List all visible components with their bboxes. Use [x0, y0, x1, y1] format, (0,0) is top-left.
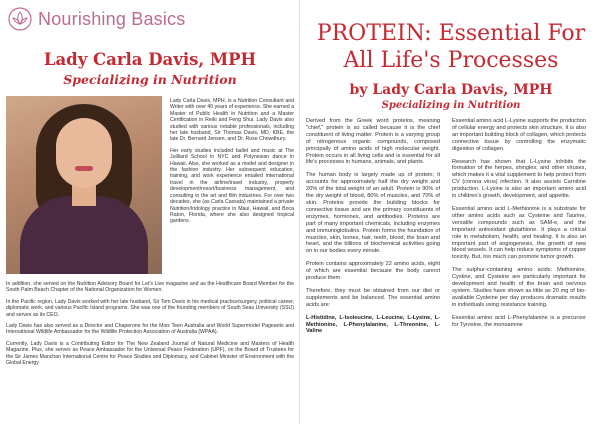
bio-paragraph: Her early studies included ballet and music at The Juilliard School in NYC and Polynesian dance in Hawaii. Also, she worked as a model and designer in the fashion industry. Her subsequent education, training, and work experience entailed international travel in the airline/travel industry, property development/resort/business management, and consulting in the art and film industries. For over two decades, she (as Carla Cassata) maintained a private Nutrition/Iridology practice in Maui, Hawaii, and Boca Raton, Florida, where she also designed tropical gardens.	[170, 147, 294, 225]
brand-name: Nourishing Basics	[38, 8, 186, 29]
bio-paragraph: In the Pacific region, Lady Davis worked with her late husband, Sir Tom Davis in his medical practice/surgery, political career, diplomatic work, and various Pacific Island programs. She was one of the founding members of South Seas University (SSU) and serves as its CEO.	[6, 298, 294, 318]
article-paragraph: Essential amino acid L-Phenylalanine is a precursor for Tyrosine, the monoamine	[452, 314, 586, 328]
article-column-2	[452, 118, 586, 422]
article-paragraph: The human body is largely made up of protein; it accounts for approximately half the dry weight and 20% of the total weight of an adult. Protein is 90% of the dry weight of blood, 80% of muscles, and 70% of skin. Proteins provide the building blocks for connective tissue and are the primary constituents of enzymes, hormones, and antibodies. Proteins are part of many important chemicals, including enzymes and immunoglobulins. Protein forms the foundation of muscles, skin, bones, hair, teeth, blood, the brain and heart, and the billions of biochemical activities going on in our bodies every minute.	[306, 172, 440, 255]
author-specialty: Specializing in Nutrition	[63, 72, 237, 87]
article-paragraph: The sulphur-containing amino acids: Methionine, Cystine, and Cysteine are particularly important for development and health of the brain and nervous system. Studies have shown as little as 20 mg of bio-available Cysteine per day produces dramatic results in individuals using resistance training.	[452, 267, 586, 308]
bio-side-column	[170, 98, 294, 230]
bio-paragraph: Lady Davis has also served as a Director and Chaperone for the Miss Teen Australia and World Supermodel Pageants and International Wildlife Ambassador for the Wildlife Protection Association of Australia (WPAA).	[6, 323, 294, 336]
bio-paragraph: Currently, Lady Davis is a Contributing Editor for The New Zealand Journal of Natural Medicine and Masters of Health Magazine. Plus, she serves as Peace Ambassador for the Universal Peace Federation (UPF), on the Board of Trustees for the Sir James Manchan International Centre for Peace Studies and Diplomacy, and Cabinet Minister of Environment with the Global Energy	[6, 340, 294, 367]
author-portrait	[6, 96, 162, 274]
article-paragraph: Derived from the Greek word proteios, meaning "chief," protein is so called because it is the chief constituent of living matter. Protein is a varying group of nitrogenous organic compounds, composed principally of amino acids of high molecular weight. Protein occurs in all living cells and is essential for all life's processes in humans, animals, and plants.	[306, 118, 440, 166]
brand-header	[8, 6, 298, 32]
lotus-logo-icon	[8, 7, 32, 31]
article-byline-specialty: Specializing in Nutrition	[381, 100, 521, 111]
article-title-line: PROTEIN: Essential For	[316, 21, 586, 46]
article-title-line: All Life's Processes	[343, 48, 559, 73]
bio-full-column	[6, 281, 294, 424]
author-name-heading: Lady Carla Davis, MPH	[43, 50, 257, 69]
bio-paragraph: Lady Carla Davis, MPH, is a Nutrition Consultant and Writer with over 40 years of experience. She earned a Master of Public Health in Nutrition and a Master Certification in Reiki and Feng Shui. Lady Davis also studied with various notable professionals, including her late husband, Sir Thomas Davis, MD, KBE, the late Dr. Bernard Jensen, and Dr. Rose Chowdhury.	[170, 98, 294, 143]
article-paragraph: Essential amino acid L-Lysine supports the production of cellular energy and protects skin structure. It is also an important building block of collagen, which protects connective tissue by controlling the enzymatic digestion of collagen.	[452, 118, 586, 152]
article-title	[302, 20, 600, 74]
article-byline: by Lady Carla Davis, MPH	[349, 82, 553, 98]
article-paragraph: Therefore, they must be obtained from our diet or supplements and be balanced. The essential amino acids are:	[306, 287, 440, 308]
article-column-1	[306, 118, 440, 422]
bio-paragraph: In addition, she served on the Nutrition Advisory Board for Let's Live magazine and as the Healthcare Board Member for the South Palm Beach Chapter of the National Organization for Women.	[6, 281, 294, 294]
article-paragraph: Essential amino acid L-Methionine is a substrate for other amino acids such as Cysteine and Taurine, versatile compounds such as SAM-e, and the important antioxidant glutathione. It plays a critical role in metabolism, health, and healing. It is also an important part of angiogenesis, the growth of new blood vessels. It can help reduce symptoms of copper toxicity. But, too much can promote tumor growth.	[452, 205, 586, 261]
essential-amino-acid-list: L-Histidine, L-Isoleucine, L-Leucine, L-Lysine, L-Methionine, L-Phenylalanine, L-Threonine, L-Valine	[306, 314, 440, 335]
article-paragraph: Protein contains approximately 22 amino acids, eight of which are essential because the body cannot produce them.	[306, 261, 440, 282]
article-paragraph: Research has shown that L-Lysine inhibits the formation of the herpes, shingles, and other viruses, which makes it a vital supplement to help protect from CV (corona virus) infection. It also assists Carnitine production. L-Lysine is also an important amino acid in children's growth, development, and appetite.	[452, 158, 586, 200]
